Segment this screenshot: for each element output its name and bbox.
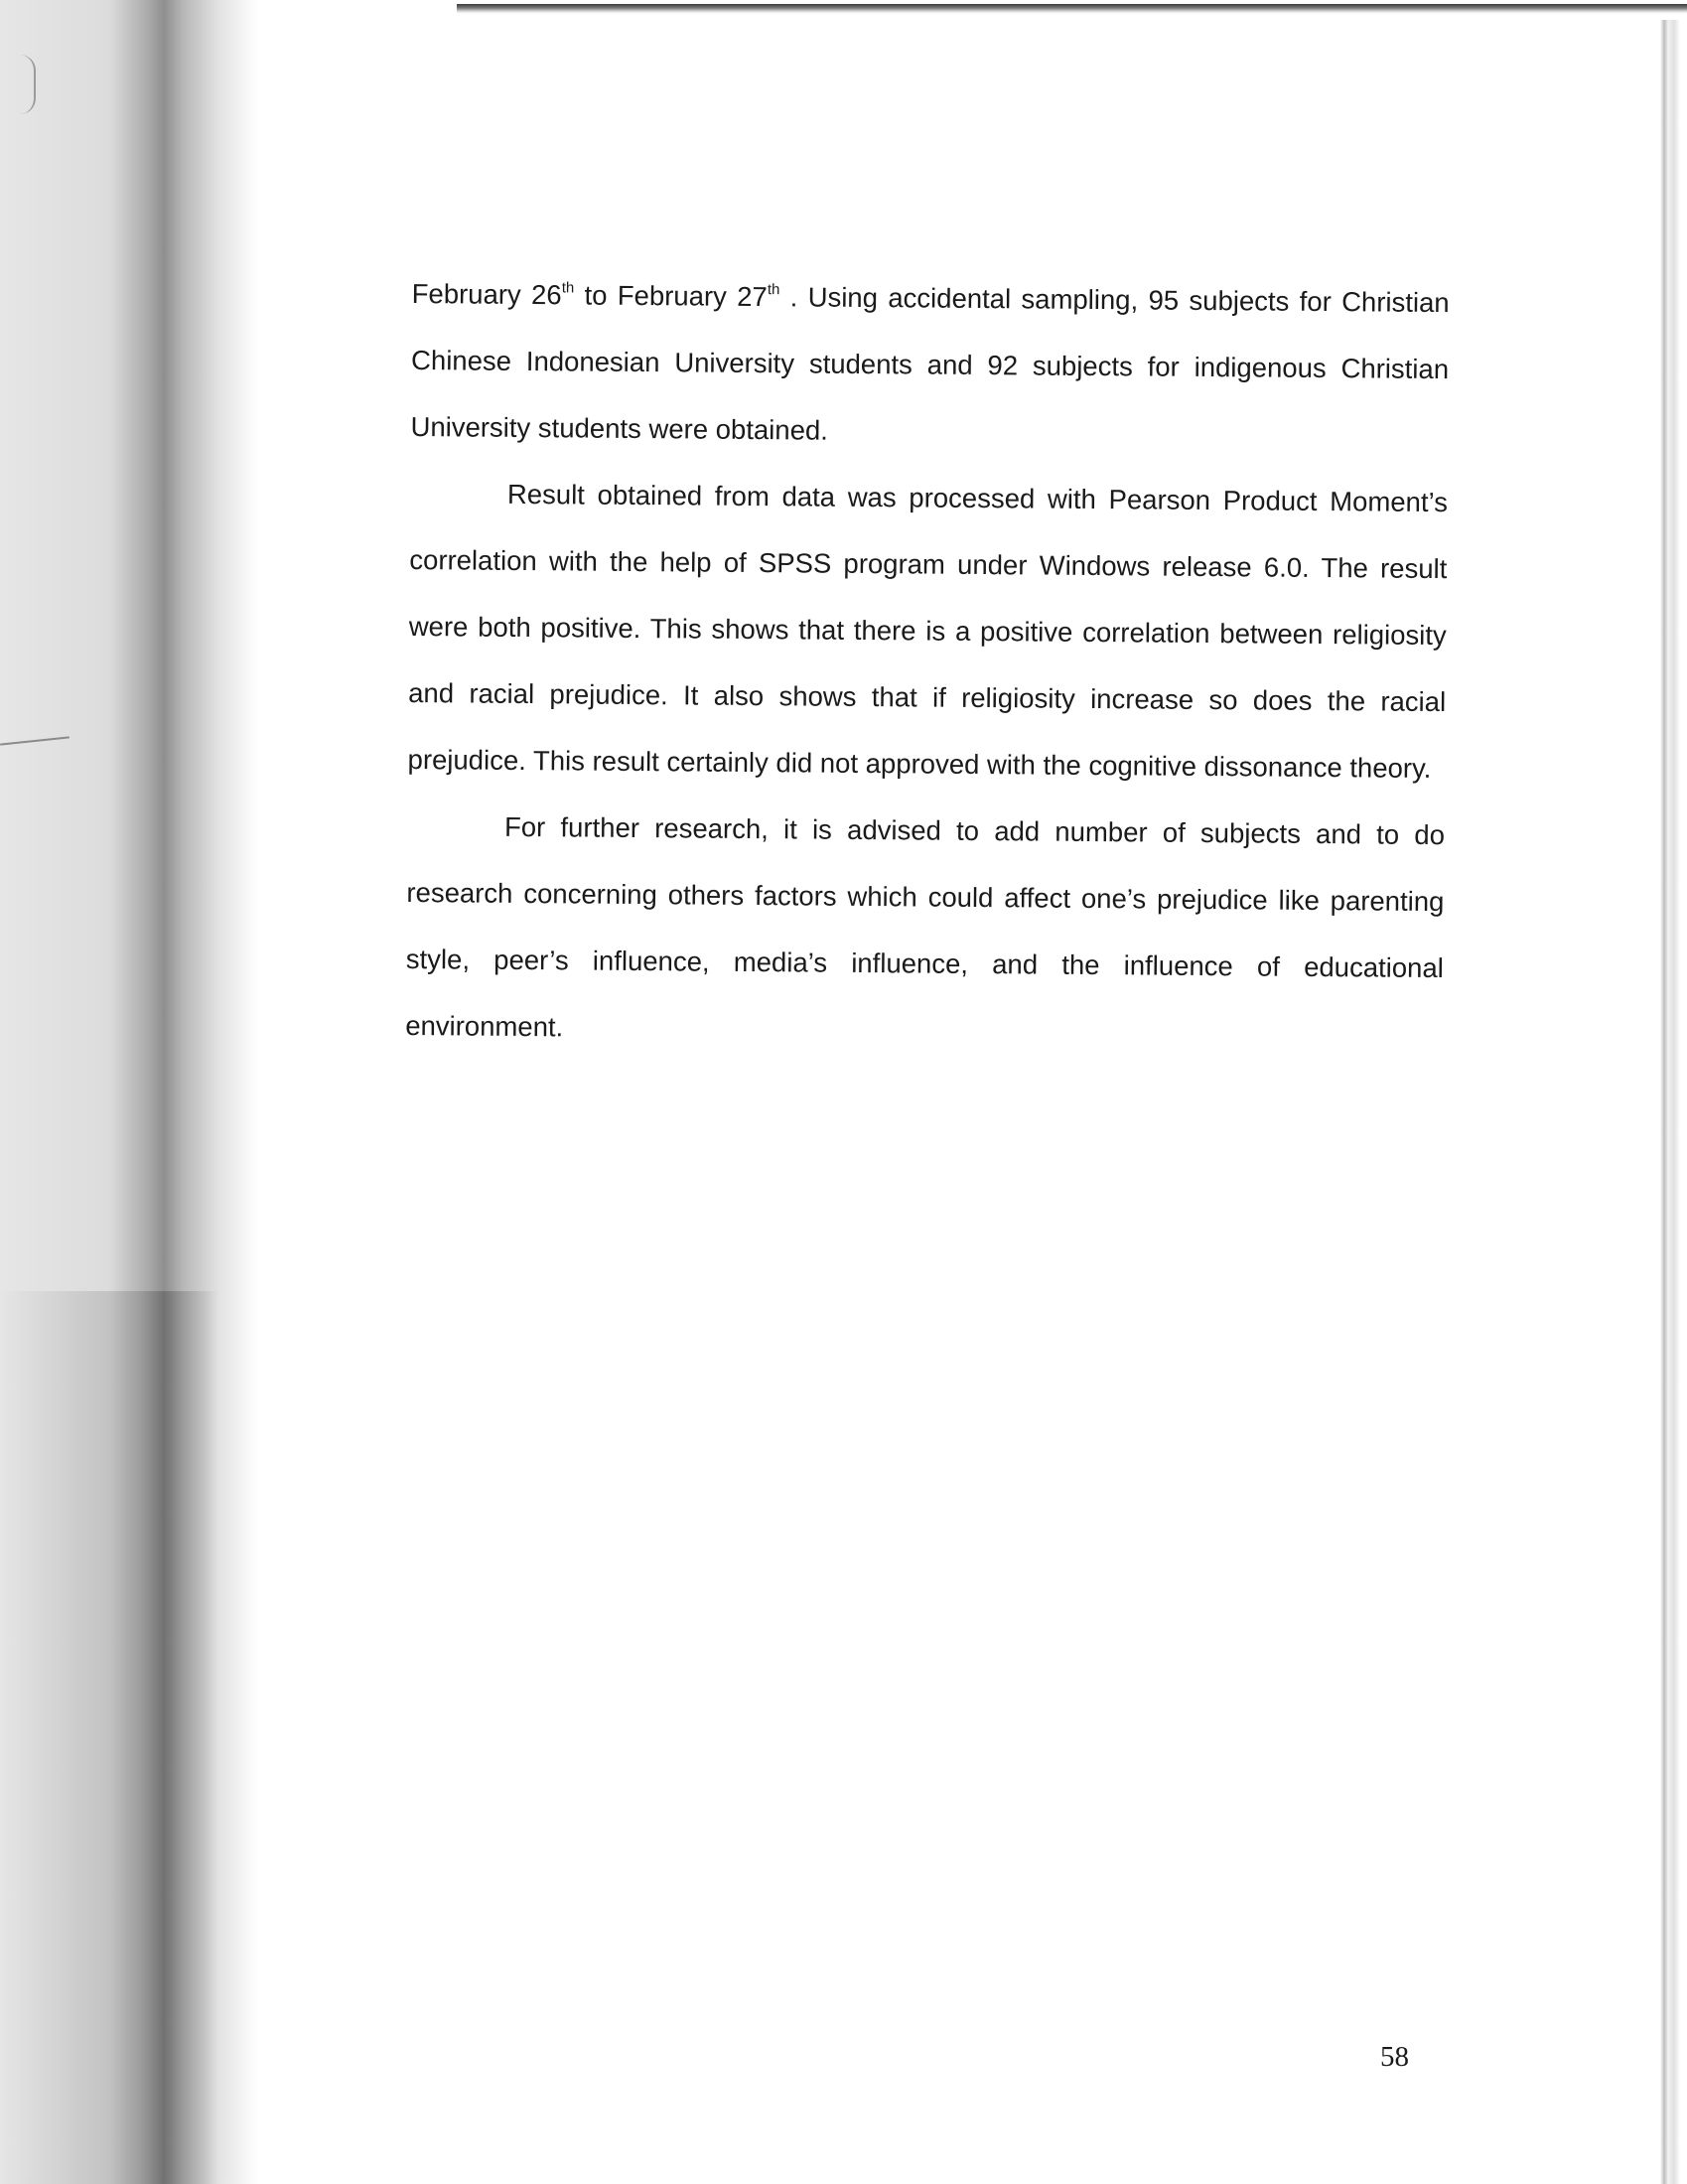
paragraph-3: For further research, it is advised to add number of subjects and to do research concerning others factors which could affect one’s prejudice like parenting style, peer’s influence, media’s influence, and the influence of educational environment. <box>405 810 1446 1043</box>
page-number: 58 <box>1380 2041 1409 2073</box>
scan-top-edge <box>457 4 1687 14</box>
paragraph-1 <box>410 260 1450 469</box>
scan-right-edge <box>1660 20 1687 2184</box>
body-text <box>405 260 1450 1068</box>
stray-scan-curve <box>20 55 36 114</box>
paragraph-1-part-2: to February 27 <box>574 279 768 313</box>
superscript-th-1: th <box>561 279 575 297</box>
paragraph-1-part-1: February 26 <box>411 277 562 311</box>
superscript-th-2: th <box>767 281 780 299</box>
paragraph-1-part-3: . Using accidental sampling, 95 subjects for Christian Chinese Indonesian University students and 92 subjects for indigenous Christian University students were obtained. <box>410 281 1450 446</box>
paragraph-2: Result obtained from data was processed with Pearson Product Moment’s correlation with the help of SPSS program under Windows release 6.0. The result were both positive. This shows that there is a positive correlation between religiosity and racial prejudice. It also shows that if religiosity increase so does the racial prejudice. This result certainly did not approved with the cognitive dissonance theory. <box>407 478 1449 784</box>
scan-binding-shadow-lower <box>0 1291 218 2184</box>
